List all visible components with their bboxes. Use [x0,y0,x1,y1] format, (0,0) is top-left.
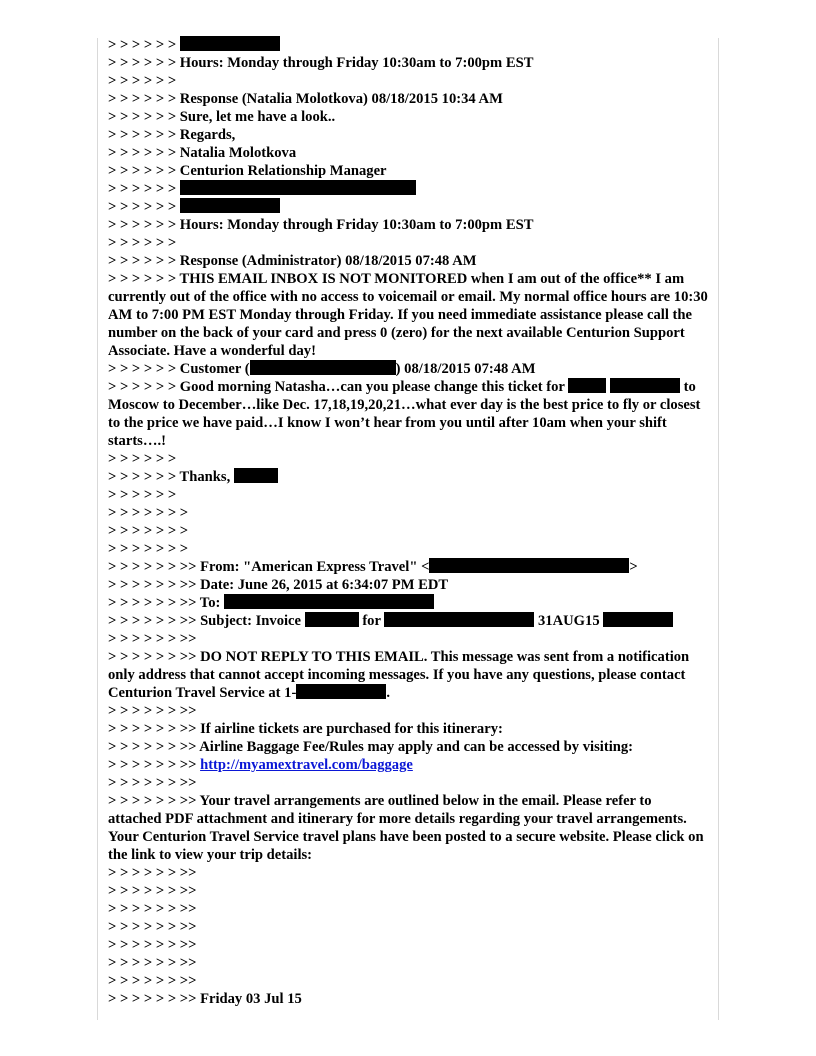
quote-line: > > > > > > Sure, let me have a look.. [108,109,336,125]
redaction-bar [234,468,278,483]
baggage-link-line: > > > > > > >> http://myamextravel.com/baggage [108,757,413,773]
quote-line: > > > > > > [108,451,177,467]
quote-line: > > > > > > >> [108,901,197,917]
quote-line: > > > > > > >> [108,919,197,935]
quote-line: > > > > > > > [108,523,189,539]
thanks-line: > > > > > > Thanks, [108,468,708,486]
quote-line: > > > > > > >> [108,865,197,881]
quote-line: > > > > > > > [108,505,189,521]
quote-line: > > > > > > >> [108,955,197,971]
customer-message: > > > > > > Good morning Natasha…can you please change this ticket for to Moscow to December…like Dec. 17,18,19,20,21…what ever day is the best price to fly or closest to the price we have paid…I know I won’t hear from you until after 10am when your shift starts….! [108,379,701,449]
redaction-bar [180,180,416,195]
quote-line: > > > > > > >> [108,631,197,647]
auto-reply-message: > > > > > > THIS EMAIL INBOX IS NOT MONITORED when I am out of the office** I am currently out of the office with no access to voicemail or email. My normal office hours are 10:30 AM to 7:00 PM EST Monday through Friday. If you need immediate assistance please call the number on the back of your card and press 0 (zero) for the next available Centurion Support Associate. Have a wonderful day! [108,271,708,359]
quote-line: > > > > > > > [108,541,189,557]
redaction-bar [568,378,606,393]
quote-line: > > > > > > >> [108,775,197,791]
quote-line: > > > > > > >> [108,703,197,719]
hours-line: > > > > > > Hours: Monday through Friday 10:30am to 7:00pm EST [108,217,534,233]
signature-title: > > > > > > Centurion Relationship Manager [108,163,387,179]
quote-line: > > > > > > Regards, [108,127,236,143]
redaction-bar [180,198,280,213]
itinerary-date: > > > > > > >> Friday 03 Jul 15 [108,991,302,1007]
response-header: > > > > > > Response (Natalia Molotkova) 08/18/2015 10:34 AM [108,91,503,107]
response-header: > > > > > > Response (Administrator) 08/18/2015 07:48 AM [108,253,477,269]
redaction-bar [603,612,673,627]
email-from: > > > > > > >> From: "American Express Travel" < > [108,559,638,575]
email-subject: > > > > > > >> Subject: Invoice for 31AUG15 [108,612,708,630]
redaction-bar [384,612,534,627]
page-border-right [718,38,719,1020]
hours-line: > > > > > > Hours: Monday through Friday 10:30am to 7:00pm EST [108,55,534,71]
email-thread [108,36,708,1008]
redaction-bar [305,612,359,627]
quote-line: > > > > > > [108,180,708,198]
email-date: > > > > > > >> Date: June 26, 2015 at 6:34:07 PM EDT [108,577,449,593]
quote-line: > > > > > > [108,487,177,503]
redaction-bar [296,684,386,699]
do-not-reply-notice: > > > > > > >> DO NOT REPLY TO THIS EMAIL. This message was sent from a notification only address that cannot accept incoming messages. If you have any questions, please contact Centurion Travel Service at 1- . [108,649,690,701]
baggage-notice: > > > > > > >> Airline Baggage Fee/Rules may apply and can be accessed by visiting: [108,739,634,755]
email-to: > > > > > > >> To: [108,594,708,612]
quote-line: > > > > > > [108,198,708,216]
baggage-link[interactable]: http://myamextravel.com/baggage [200,757,413,773]
redaction-bar [180,36,280,51]
signature-name: > > > > > > Natalia Molotkova [108,145,297,161]
quote-line: > > > > > > >> [108,937,197,953]
redaction-bar [429,558,629,573]
travel-arrangements-text: > > > > > > >> Your travel arrangements are outlined below in the email. Please refer to attached PDF attachment and itinerary for more details regarding your travel arrangements. Your Centurion Travel Service travel plans have been posted to a secure website. Please click on the link to view your trip details: [108,793,704,863]
page-border-left [97,38,98,1020]
redaction-bar [250,360,396,375]
quote-line: > > > > > > [108,73,177,89]
quote-line: > > > > > > >> [108,973,197,989]
airline-notice: > > > > > > >> If airline tickets are purchased for this itinerary: [108,721,503,737]
quote-line: > > > > > > [108,36,708,54]
quote-line: > > > > > > [108,235,177,251]
redaction-bar [610,378,680,393]
redaction-bar [224,594,434,609]
quote-line: > > > > > > >> [108,883,197,899]
customer-header: > > > > > > Customer ( ) 08/18/2015 07:48 AM [108,361,536,377]
